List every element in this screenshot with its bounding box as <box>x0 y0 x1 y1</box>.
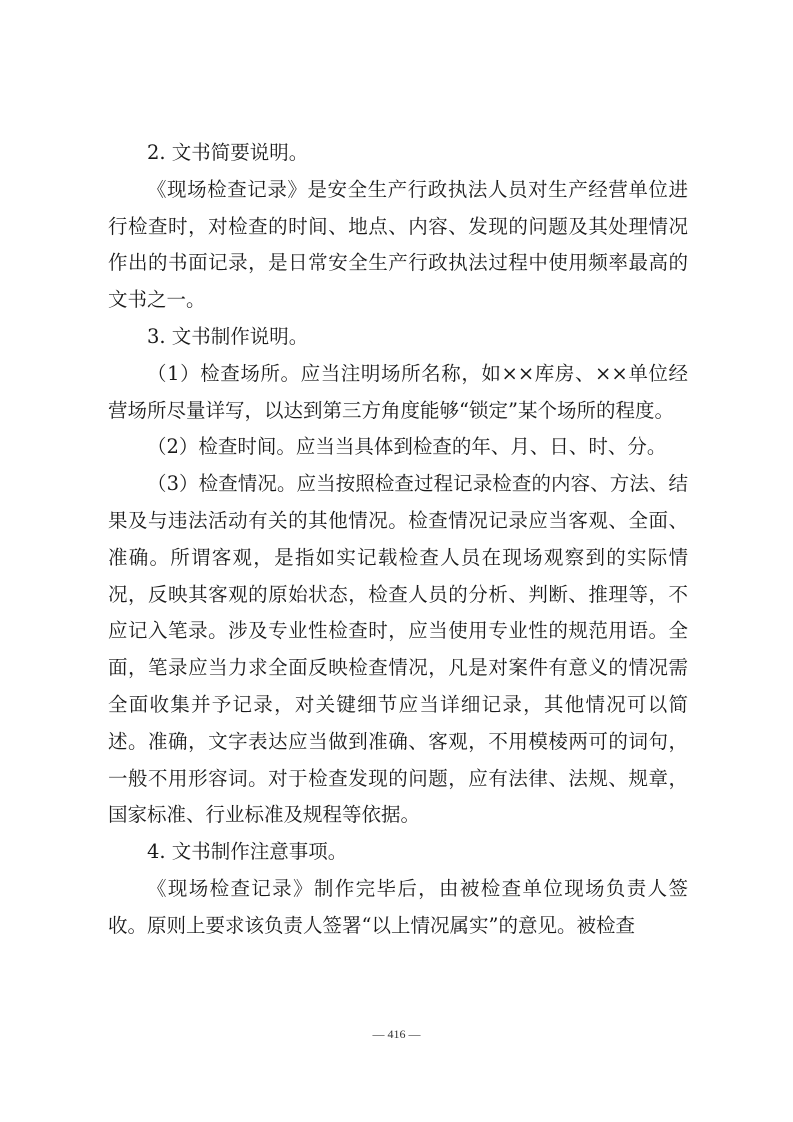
paragraph-brief-description: 《现场检查记录》是安全生产行政执法人员对生产经营单位进行检查时，对检查的时间、地点、内容、发现的问题及其处理情况作出的书面记录，是日常安全生产行政执法过程中使用频率最高的文书之一。 <box>108 177 688 312</box>
paragraph-precautions: 《现场检查记录》制作完毕后，由被检查单位现场负责人签收。原则上要求该负责人签署“以上情况属实”的意见。被检查 <box>108 876 688 937</box>
body-text <box>108 135 688 945</box>
heading-4-precautions: 4. 文书制作注意事项。 <box>147 840 348 864</box>
page-number: — 416 — <box>372 1027 421 1041</box>
paragraph-inspection-site: （1）检查场所。应当注明场所名称，如××库房、××单位经营场所尽量详写，以达到第三方角度能够“锁定”某个场所的程度。 <box>108 361 688 422</box>
paragraph-inspection-situation: （3）检查情况。应当按照检查过程记录检查的内容、方法、结果及与违法活动有关的其他情况。检查情况记录应当客观、全面、准确。所谓客观，是指如实记载检查人员在现场观察到的实际情况，反映其客观的原始状态，检查人员的分析、判断、推理等，不应记入笔录。涉及专业性检查时，应当使用专业性的规范用语。全面，笔录应当力求全面反映检查情况，凡是对案件有意义的情况需全面收集并予记录，对关键细节应当详细记录，其他情况可以简述。准确，文字表达应当做到准确、客观，不用模棱两可的词句，一般不用形容词。对于检查发现的问题，应有法律、法规、规章，国家标准、行业标准及规程等依据。 <box>108 472 688 827</box>
heading-2-brief-description: 2. 文书简要说明。 <box>147 141 309 164</box>
heading-3-production-description: 3. 文书制作说明。 <box>147 324 309 348</box>
paragraph-inspection-time: （2）检查时间。应当当具体到检查的年、月、日、时、分。 <box>147 435 667 459</box>
